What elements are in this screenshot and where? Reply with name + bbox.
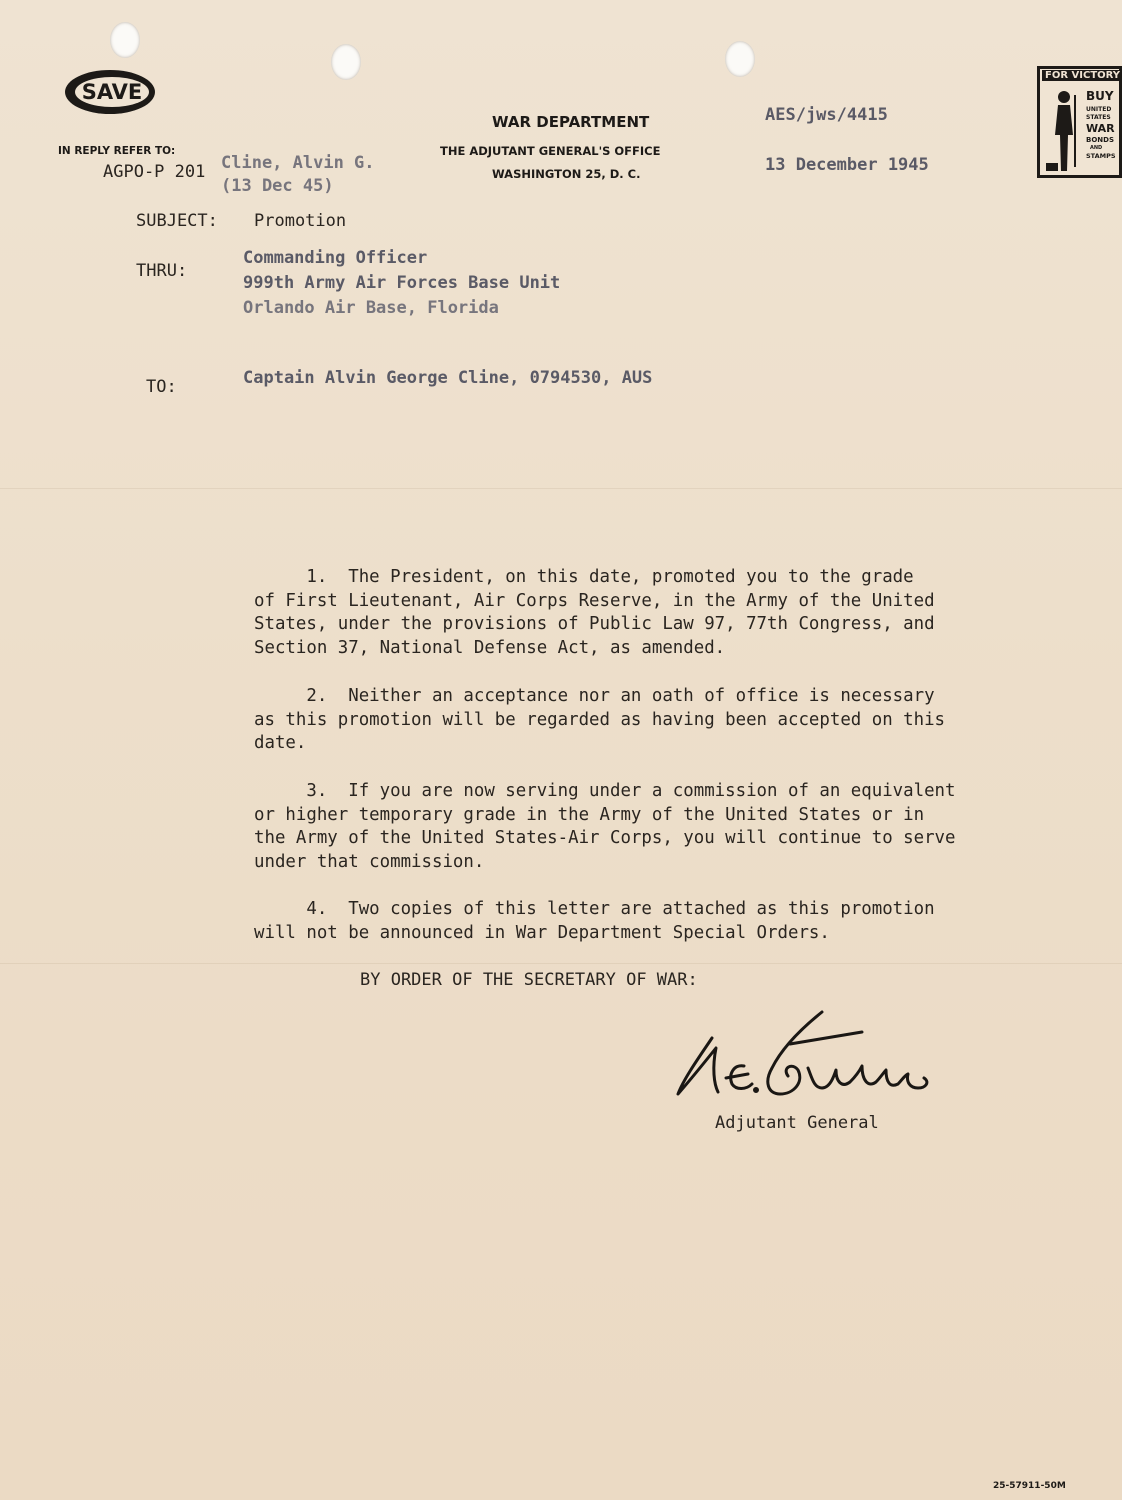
to-value: Captain Alvin George Cline, 0794530, AUS <box>243 368 653 388</box>
minuteman-icon <box>1044 87 1084 173</box>
war-stamp-bonds: BONDS <box>1086 136 1114 144</box>
punch-hole <box>725 41 755 77</box>
thru-line: Commanding Officer <box>243 248 428 268</box>
thru-label: THRU: <box>136 261 188 281</box>
signature <box>672 1008 942 1108</box>
punch-hole <box>110 22 140 58</box>
war-bonds-stamp <box>1037 66 1122 178</box>
fold-line <box>0 963 1122 964</box>
war-stamp-states: STATES <box>1086 114 1111 121</box>
reply-label: IN REPLY REFER TO: <box>58 145 176 157</box>
save-logo-text: SAVE <box>81 80 143 104</box>
signer-title: Adjutant General <box>715 1113 879 1133</box>
reply-date: (13 Dec 45) <box>221 176 334 196</box>
punch-hole <box>331 44 361 80</box>
file-reference: AES/jws/4415 <box>765 105 888 125</box>
save-logo <box>62 66 158 118</box>
reply-code: AGPO-P 201 <box>103 162 206 182</box>
reply-name: Cline, Alvin G. <box>221 153 375 173</box>
war-stamp-war: WAR <box>1086 122 1115 135</box>
to-label: TO: <box>146 377 177 397</box>
war-stamp-and: AND <box>1090 145 1103 151</box>
letter-date: 13 December 1945 <box>765 155 929 175</box>
subject-value: Promotion <box>254 211 347 231</box>
thru-line: Orlando Air Base, Florida <box>243 298 499 318</box>
letterhead-address: WASHINGTON 25, D. C. <box>492 167 641 181</box>
subject-label: SUBJECT: <box>136 211 218 231</box>
body-paragraph-1: 1. The President, on this date, promoted you to the grade of First Lieutenant, Air Corps Reserve, in the Army of the United States, under the provisions of Public Law 97, 77th Congress, and Section 37, National Defense Act, as amended. <box>254 567 935 658</box>
body-paragraph-2: 2. Neither an acceptance nor an oath of office is necessary as this promotion will be regarded as having been accepted on this date. <box>254 686 946 754</box>
war-stamp-buy: BUY <box>1086 89 1114 103</box>
print-code: 25-57911-50M <box>993 1481 1066 1491</box>
fold-line <box>0 488 1122 489</box>
body-paragraph-4: 4. Two copies of this letter are attached as this promotion will not be announced in War Department Special Orders. <box>254 899 935 943</box>
war-stamp-stamps: STAMPS <box>1086 152 1116 160</box>
war-stamp-top: FOR VICTORY <box>1042 70 1122 81</box>
letterhead-title: WAR DEPARTMENT <box>492 113 650 131</box>
thru-line: 999th Army Air Forces Base Unit <box>243 273 561 293</box>
letterhead-office: THE ADJUTANT GENERAL'S OFFICE <box>440 144 661 158</box>
body-paragraph-3: 3. If you are now serving under a commission of an equivalent or higher temporary grade in the Army of the United States or in the Army of the United States-Air Corps, you will continue to serve under that commission. <box>254 781 956 872</box>
order-line: BY ORDER OF THE SECRETARY OF WAR: <box>360 970 698 990</box>
war-stamp-united: UNITED <box>1086 106 1112 113</box>
